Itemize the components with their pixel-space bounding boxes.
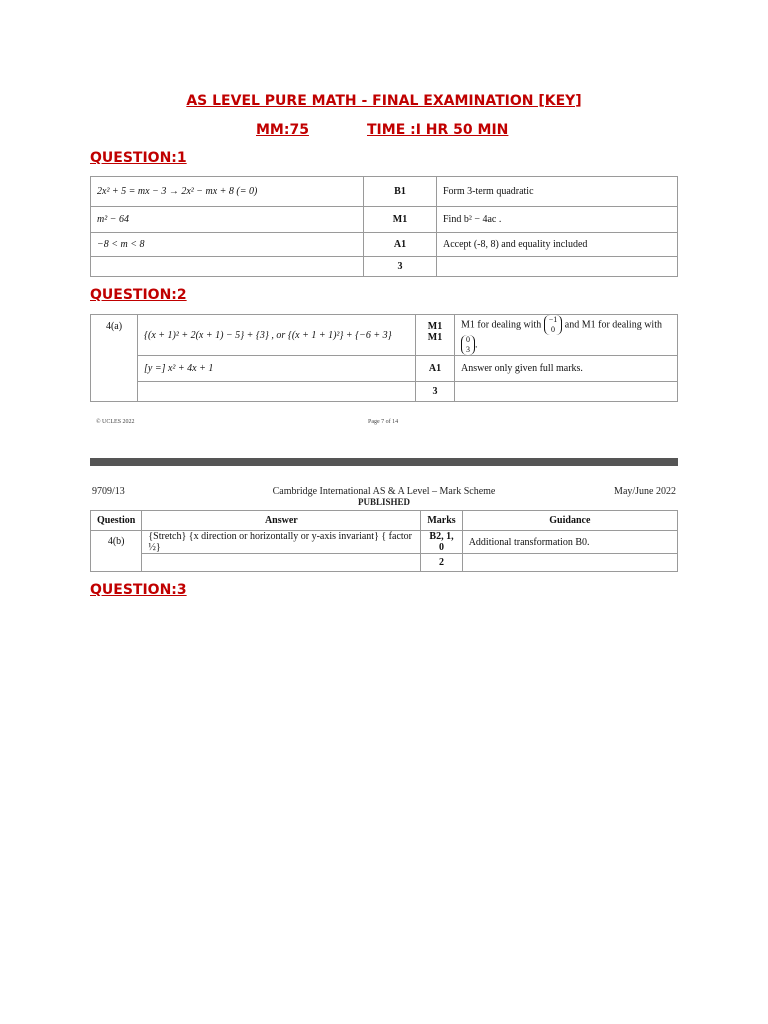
column-header: Answer [142, 511, 421, 531]
guidance-cell [462, 554, 677, 572]
answer-cell [138, 382, 416, 402]
table-row [91, 554, 678, 572]
published-label: PUBLISHED [357, 497, 410, 507]
answer-cell [142, 554, 421, 572]
column-header: Guidance [462, 511, 677, 531]
guidance-cell: M1 for dealing with −1 0 and M1 for dealing with 0 3 . [455, 315, 678, 356]
vector-left [544, 315, 563, 335]
question-4b-table [90, 510, 678, 572]
mark-cell: 2 [421, 554, 462, 572]
answer-cell [91, 257, 364, 277]
table-row [91, 207, 678, 233]
answer-cell: m² − 64 [91, 207, 364, 233]
page-divider [90, 458, 678, 466]
question-number: 4(b) [91, 531, 142, 572]
answer-cell: {Stretch} {x direction or horizontally or y-axis invariant} { factor ½} [142, 531, 421, 554]
mark-cell: 3 [364, 257, 437, 277]
vector-bottom: 3 [466, 345, 470, 354]
table-row [91, 315, 678, 356]
exam-session: May/June 2022 [614, 486, 676, 497]
vector-top: 0 [466, 335, 470, 344]
table-row [91, 382, 678, 402]
question-1-label: QUESTION:1 [90, 150, 187, 166]
question-2-label: QUESTION:2 [90, 287, 187, 303]
guidance-cell [437, 257, 678, 277]
question-3-label: QUESTION:3 [90, 582, 187, 598]
answer-cell: 2x² + 5 = mx − 3 → 2x² − mx + 8 (= 0) [91, 177, 364, 207]
mark-cell: A1 [364, 233, 437, 257]
question-1-table [90, 176, 678, 277]
column-header: Question [91, 511, 142, 531]
copyright: © UCLES 2022 [96, 419, 135, 425]
guidance-cell [455, 382, 678, 402]
mark-cell: B2, 1, 0 [421, 531, 462, 554]
guidance-cell: Answer only given full marks. [455, 356, 678, 382]
table-row [91, 177, 678, 207]
vector-up [461, 335, 475, 355]
table-header-row [91, 511, 678, 531]
answer-cell: −8 < m < 8 [91, 233, 364, 257]
max-marks: MM:75 [256, 122, 309, 138]
guidance-text-a: M1 for dealing with [461, 319, 542, 331]
guidance-cell: Additional transformation B0. [462, 531, 677, 554]
mark-cell: M1 M1 [416, 315, 455, 356]
column-header: Marks [421, 511, 462, 531]
mark-cell: M1 [364, 207, 437, 233]
exam-time: TIME :I HR 50 MIN [367, 122, 509, 138]
page-title: AS LEVEL PURE MATH - FINAL EXAMINATION [KEY] [186, 93, 582, 109]
guidance-cell: Find b² − 4ac . [437, 207, 678, 233]
mark-cell: B1 [364, 177, 437, 207]
scheme-title: Cambridge International AS & A Level – Mark Scheme [272, 486, 496, 497]
table-row [91, 531, 678, 554]
vector-top: −1 [548, 315, 558, 324]
guidance-cell: Accept (-8, 8) and equality included [437, 233, 678, 257]
guidance-cell: Form 3-term quadratic [437, 177, 678, 207]
answer-cell: {(x + 1)² + 2(x + 1) − 5} + {3} , or {(x + 1 + 1)²} + {−6 + 3} [138, 315, 416, 356]
question-number: 4(a) [91, 315, 138, 402]
guidance-text-b: and M1 for dealing with [564, 319, 662, 331]
syllabus-code: 9709/13 [92, 486, 125, 497]
answer-cell: [y =] x² + 4x + 1 [138, 356, 416, 382]
vector-bottom: 0 [551, 325, 556, 334]
table-row [91, 356, 678, 382]
mark-cell: A1 [416, 356, 455, 382]
table-row [91, 233, 678, 257]
page-number: Page 7 of 14 [368, 419, 399, 425]
table-row [91, 257, 678, 277]
mark-cell: 3 [416, 382, 455, 402]
question-2-table [90, 314, 678, 402]
